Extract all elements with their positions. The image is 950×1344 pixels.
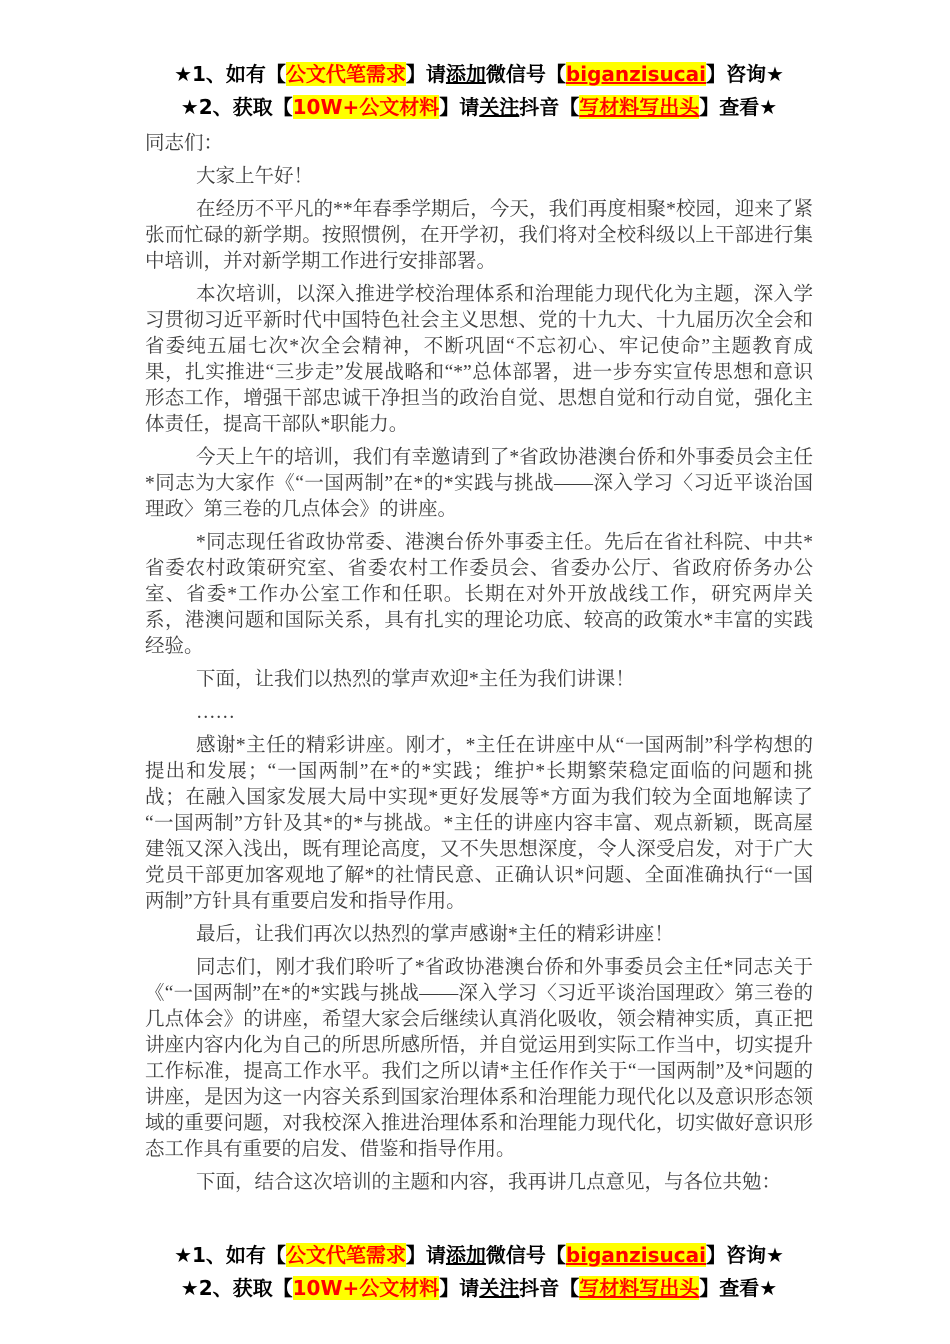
paragraph: 同志们，刚才我们聆听了*省政协港澳台侨和外事委员会主任*同志关于《“一国两制”在*的*实践与挑战——深入学习〈习近平谈治国理政〉第三卷的几点体会》的讲座，希望大家会后继续认真消化吸收，领会精神实质，真正把讲座内容内化为自己的所思所感所悟，并自觉运用到实际工作当中，切实提升工作标准，提高工作水平。我们之所以请*主任作作关于“一国两制”及*问题的讲座，是因为这一内容关系到国家治理体系和治理能力现代化以及意识形态领域的重要问题，对我校深入推进治理体系和治理能力现代化，切实做好意识形态工作具有重要的启发、借鉴和指导作用。 <box>145 957 813 1160</box>
promo-text: 】咨询★ <box>706 62 784 86</box>
promo-line <box>145 1239 813 1272</box>
promo-line <box>145 58 813 91</box>
promo-line <box>145 91 813 124</box>
promo-highlight-text: biganzisucai <box>565 62 706 86</box>
promo-highlight-text: 写材料写出头 <box>579 1276 700 1300</box>
paragraph: *同志现任省政协常委、港澳台侨外事委主任。先后在省社科院、中共*省委农村政策研究室、省委农村工作委员会、省委办公厅、省政府侨务办公室、省委*工作办公室工作和任职。长期在对外开放战线工作，研究两岸关系，港澳问题和国际关系，具有扎实的理论功底、较高的政策水*丰富的实践经验。 <box>145 532 813 657</box>
document-body <box>145 131 813 1196</box>
paragraph: 本次培训，以深入推进学校治理体系和治理能力现代化为主题，深入学习贯彻习近平新时代中国特色社会主义思想、党的十九大、十九届历次全会和省委纯五届七次*次全会精神，不断巩固“不忘初心、牢记使命”主题教育成果，扎实推进“三步走”发展战略和“*”总体部署，进一步夯实宣传思想和意识形态工作，增强干部忠诚干净担当的政治自觉、思想自觉和行动自觉，强化主体责任，提高干部队*职能力。 <box>145 284 813 435</box>
promo-highlight-text: 写材料写出头 <box>579 95 700 119</box>
promo-text: 】请 <box>405 62 446 86</box>
promo-text: ★2、获取【 <box>180 95 293 119</box>
promo-highlight-text: 10W+公文材料 <box>292 95 440 119</box>
promo-text: 】查看★ <box>699 95 778 119</box>
promo-text: 】请 <box>439 1276 480 1300</box>
promo-text: 关注 <box>479 1276 520 1300</box>
promo-highlight-text: 10W+公文材料 <box>292 1276 440 1300</box>
promo-text: 抖音【 <box>519 95 580 119</box>
paragraph: 下面，让我们以热烈的掌声欢迎*主任为我们讲课！ <box>196 669 635 690</box>
paragraph: 最后，让我们再次以热烈的掌声感谢*主任的精彩讲座！ <box>196 924 674 945</box>
promo-highlight-text: biganzisucai <box>565 1243 706 1267</box>
promo-text: 微信号【 <box>485 62 566 86</box>
promo-text: 添加 <box>445 62 486 86</box>
paragraph: …… <box>196 702 235 723</box>
promo-highlight-text: 公文代笔需求 <box>285 62 406 86</box>
promo-text: 】请 <box>439 95 480 119</box>
paragraph: 同志们： <box>145 133 224 154</box>
promo-text: 关注 <box>479 95 520 119</box>
promo-text: ★1、如有【 <box>174 62 286 86</box>
paragraph: 感谢*主任的精彩讲座。刚才，*主任在讲座中从“一国两制”科学构想的提出和发展；“一国两制”在*的*实践；维护*长期繁荣稳定面临的问题和挑战；在融入国家发展大局中实现*更好发展等*方面为我们较为全面地解读了“一国两制”方针及其*的*与挑战。*主任的讲座内容丰富、观点新颖，既高屋建瓴又深入浅出，既有理论高度，又不失思想深度，令人深受启发，对于广大党员干部更加客观地了解*的社情民意、正确认识*问题、全面准确执行“一国两制”方针具有重要启发和指导作用。 <box>145 735 813 912</box>
paragraph: 今天上午的培训，我们有幸邀请到了*省政协港澳台侨和外事委员会主任*同志为大家作《“一国两制”在*的*实践与挑战——深入学习〈习近平谈治国理政〉第三卷的几点体会》的讲座。 <box>145 447 813 520</box>
promo-line <box>145 1272 813 1305</box>
promo-text: ★1、如有【 <box>174 1243 286 1267</box>
promo-banner-bottom <box>145 1239 813 1305</box>
promo-text: ★2、获取【 <box>180 1276 293 1300</box>
promo-text: 抖音【 <box>519 1276 580 1300</box>
promo-text: 添加 <box>445 1243 486 1267</box>
promo-text: 】咨询★ <box>706 1243 784 1267</box>
paragraph: 大家上午好！ <box>196 166 314 187</box>
paragraph: 在经历不平凡的**年春季学期后，今天，我们再度相聚*校园，迎来了紧张而忙碌的新学期。按照惯例，在开学初，我们将对全校科级以上干部进行集中培训，并对新学期工作进行安排部署。 <box>145 199 813 272</box>
promo-highlight-text: 公文代笔需求 <box>285 1243 406 1267</box>
promo-text: 】查看★ <box>699 1276 778 1300</box>
promo-text: 微信号【 <box>485 1243 566 1267</box>
paragraph: 下面，结合这次培训的主题和内容，我再讲几点意见，与各位共勉： <box>196 1172 782 1193</box>
promo-text: 】请 <box>405 1243 446 1267</box>
promo-banner-top <box>145 58 813 124</box>
